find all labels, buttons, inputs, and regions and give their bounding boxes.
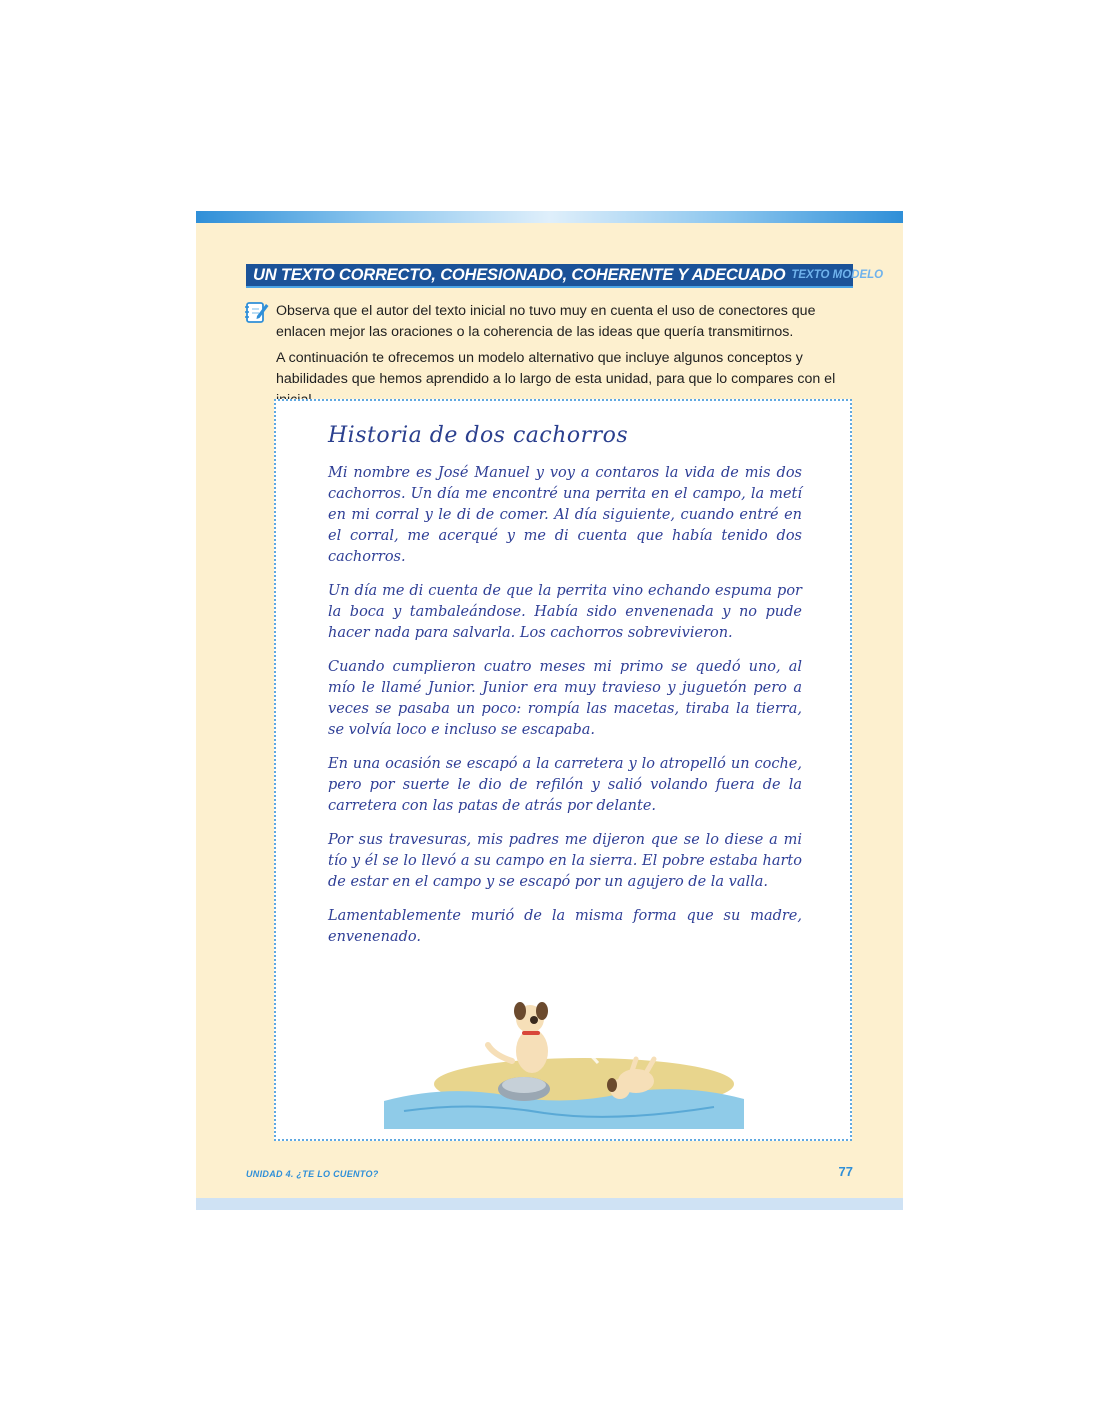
top-gradient-band <box>196 211 903 223</box>
puppies-playing-illustration <box>384 989 744 1129</box>
story-title: Historia de dos cachorros <box>328 423 629 448</box>
story-paragraph: Un día me di cuenta de que la perrita vino echando espuma por la boca y tambaleándose. Había sido envenenada y no pude hacer nada para salvarla. Los cachorros sobrevivieron. <box>328 583 802 641</box>
bottom-band <box>196 1198 903 1210</box>
section-tag: TEXTO MODELO <box>791 269 884 281</box>
page-number: 77 <box>838 1164 853 1179</box>
notebook-pencil-icon <box>244 299 270 325</box>
intro-paragraph-2: A continuación te ofrecemos un modelo alternativo que incluye algunos conceptos y habilidades que hemos aprendido a lo largo de esta unidad, para que lo compares con el <box>276 350 836 387</box>
footer-unit-label: UNIDAD 4. ¿TE LO CUENTO? <box>246 1169 379 1179</box>
story-body <box>328 463 802 961</box>
story-paragraph: Mi nombre es José Manuel y voy a contaros la vida de mis dos cachorros. Un día me encontré una perrita en el campo, la metí en mi corral y le di de comer. Al día siguiente, cuando entré en el corral, me acerqué y me di cuenta que había tenido dos cachorros. <box>328 465 802 565</box>
intro-paragraph-1: Observa que el autor del texto inicial no tuvo muy en cuenta el uso de conectores que enlacen mejor las oraciones o la coherencia de las ideas que quería transmitirnos. <box>276 303 816 340</box>
section-title-bar <box>246 264 884 288</box>
story-paragraph: En una ocasión se escapó a la carretera y lo atropelló un coche, pero por suerte le dio de refilón y salió volando fuera de la carretera con las patas de atrás por delante. <box>328 756 802 814</box>
story-paragraph: Por sus travesuras, mis padres me dijeron que se lo diese a mi tío y él se lo llevó a su campo en la sierra. El pobre estaba harto de estar en el campo y se escapó por un agujero de la valla. <box>328 832 802 890</box>
section-title: UN TEXTO CORRECTO, COHESIONADO, COHERENTE Y ADECUADO <box>253 265 786 284</box>
model-text-box <box>274 399 852 1141</box>
textbook-page <box>196 211 903 1210</box>
story-paragraph: Cuando cumplieron cuatro meses mi primo se quedó uno, al mío le llamé Junior. Junior era muy travieso y juguetón pero a veces se pasaba un poco: rompía las macetas, tiraba la tierra, se volvía loco e incluso se escapaba. <box>328 659 802 738</box>
story-paragraph: Lamentablemente murió de la misma forma que su madre, envenenado. <box>328 908 802 945</box>
